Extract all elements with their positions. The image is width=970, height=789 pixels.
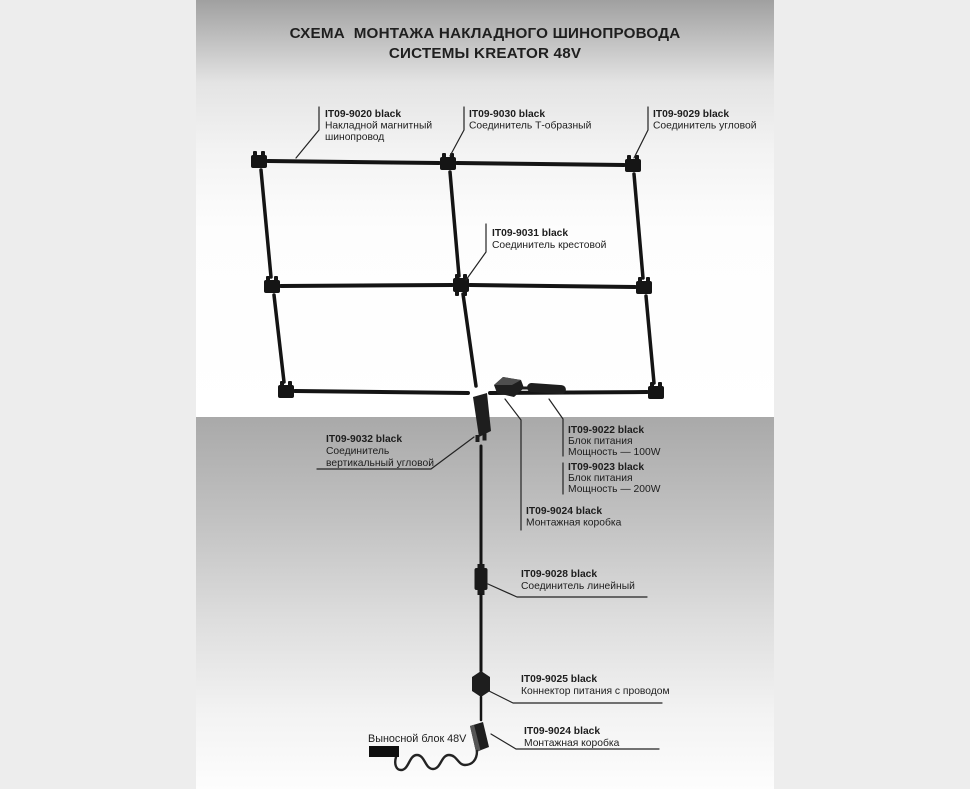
track-segment [295, 391, 468, 393]
label-remote-unit [368, 733, 467, 745]
label-code: IT09-9028 black [521, 569, 598, 580]
label-text: Мощность — 200W [568, 484, 661, 495]
track-segment [457, 163, 624, 165]
label-text: Коннектор питания с проводом [521, 686, 670, 697]
label-code: IT09-9031 black [492, 228, 569, 239]
label-code: IT09-9025 black [521, 674, 598, 685]
label-code: IT09-9020 black [325, 109, 402, 120]
track-segment [268, 161, 439, 163]
connector-foot [476, 435, 480, 442]
label-code: IT09-9029 black [653, 109, 730, 120]
label-text: Блок питания [568, 436, 633, 447]
label-code: IT09-9032 black [326, 434, 403, 445]
ceiling-area [196, 0, 774, 417]
linear-connector [475, 568, 488, 590]
title-line-1: СХЕМА МОНТАЖА НАКЛАДНОГО ШИНОПРОВОДА [289, 25, 681, 42]
track-segment [281, 285, 452, 286]
label-code: IT09-9024 black [524, 726, 601, 737]
title-line-2: СИСТЕМЫ KREATOR 48V [388, 45, 582, 62]
connector-foot [483, 434, 487, 441]
remote-unit-block [369, 746, 399, 757]
label-text: Выносной блок 48V [368, 733, 467, 745]
label-code: IT09-9023 black [568, 462, 645, 473]
label-text: вертикальный угловой [326, 458, 434, 469]
label-text: шинопровод [325, 132, 385, 143]
label-code: IT09-9022 black [568, 425, 645, 436]
label-text: Мощность — 100W [568, 447, 661, 458]
label-text: Соединитель крестовой [492, 240, 607, 251]
label-code: IT09-9024 black [526, 506, 603, 517]
label-text: Накладной магнитный [325, 120, 433, 132]
label-text: Блок питания [568, 473, 633, 484]
label-code: IT09-9030 black [469, 109, 546, 120]
label-text: Монтажная коробка [524, 738, 620, 749]
label-text: Соединитель [326, 446, 390, 457]
label-text: Соединитель угловой [653, 120, 757, 132]
label-text: Соединитель Т-образный [469, 120, 592, 132]
label-text: Монтажная коробка [526, 517, 622, 529]
label-text: Соединитель линейный [521, 581, 635, 592]
track-segment [470, 285, 635, 287]
